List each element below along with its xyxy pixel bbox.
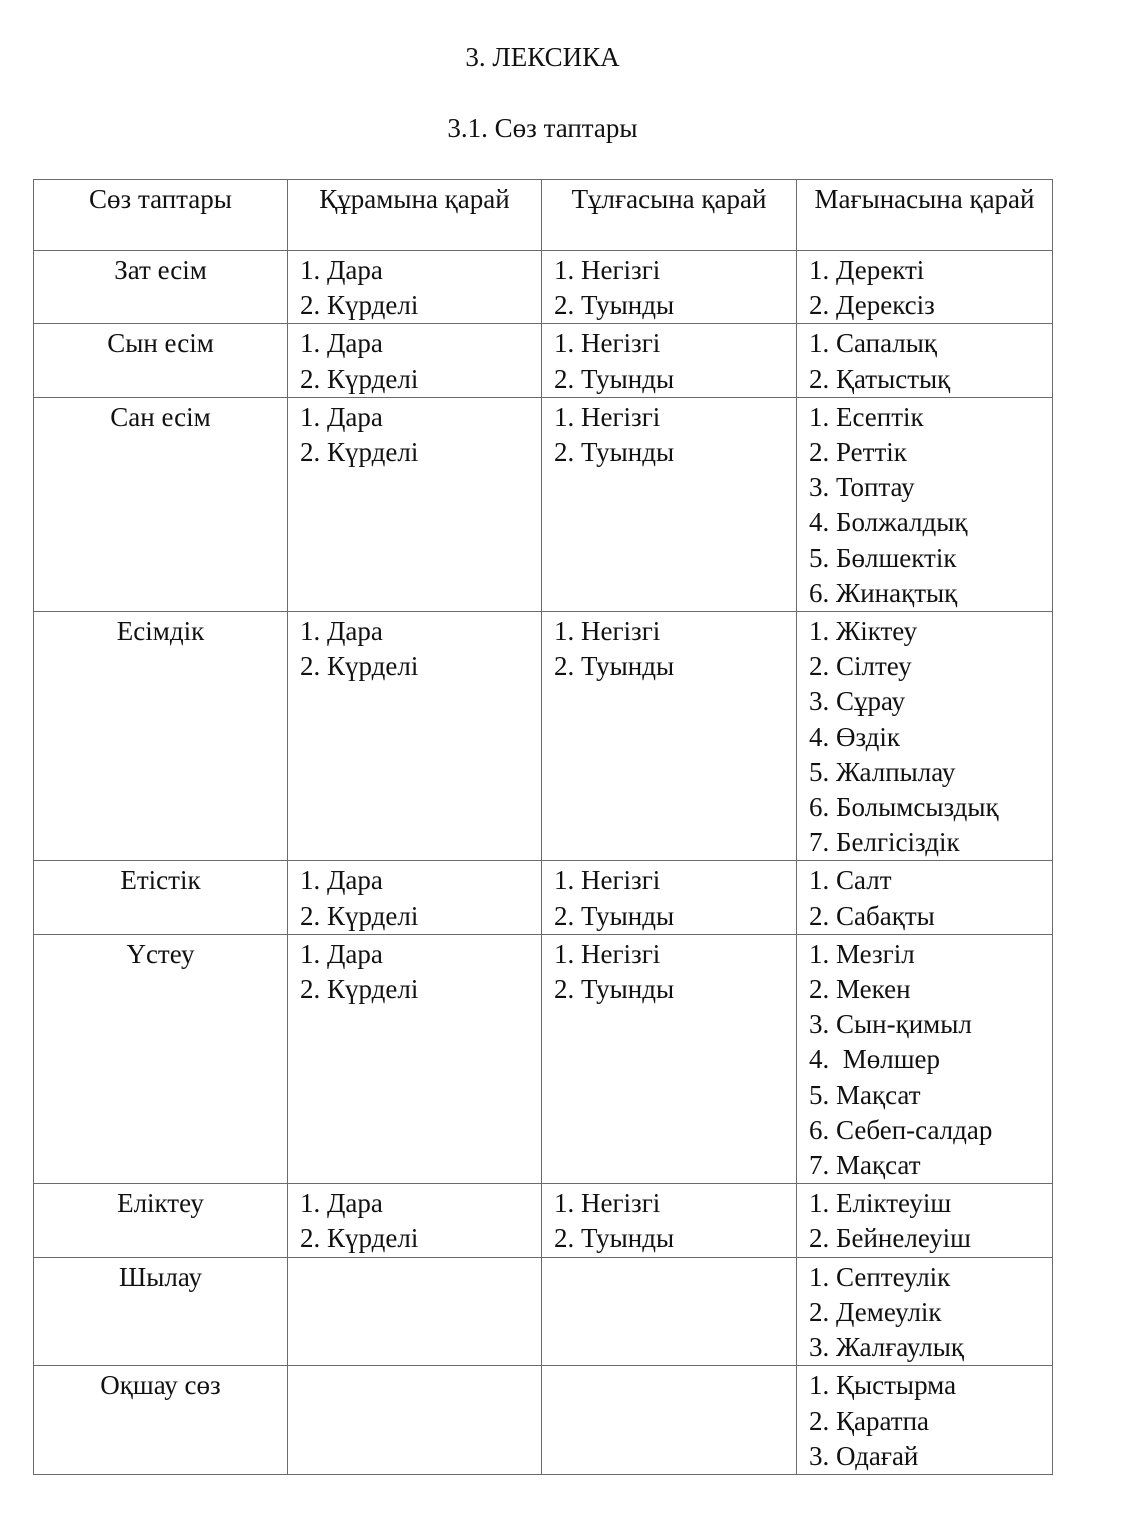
form-cell <box>542 324 797 397</box>
form-item: 2. Туынды <box>554 651 675 682</box>
composition-cell <box>288 612 542 861</box>
composition-cell <box>288 397 542 611</box>
part-of-speech-name: Зат есім <box>34 251 288 324</box>
header-by-composition: Құрамына қарай <box>288 180 542 251</box>
meaning-item: 2. Реттік <box>809 437 907 468</box>
table-row <box>34 324 1053 397</box>
meaning-cell <box>797 612 1053 861</box>
table-row <box>34 397 1053 611</box>
form-item: 1. Негізгі <box>554 865 661 896</box>
part-of-speech-name: Сын есім <box>34 324 288 397</box>
table-header <box>34 180 1053 251</box>
form-item: 1. Негізгі <box>554 328 661 359</box>
form-item: 2. Туынды <box>554 290 675 321</box>
meaning-cell <box>797 397 1053 611</box>
meaning-item: 2. Мекен <box>809 974 911 1005</box>
meaning-cell <box>797 324 1053 397</box>
composition-cell <box>288 251 542 324</box>
table-body <box>34 251 1053 1475</box>
meaning-item: 1. Жіктеу <box>809 616 918 647</box>
meaning-item: 2. Қатыстық <box>809 363 951 394</box>
form-item: 2. Туынды <box>554 974 675 1005</box>
composition-item: 2. Күрделі <box>300 974 419 1005</box>
meaning-item: 4. Өздік <box>809 721 901 752</box>
form-item: 1. Негізгі <box>554 255 661 285</box>
form-cell <box>542 612 797 861</box>
meaning-item: 5. Бөлшектік <box>809 542 957 573</box>
composition-cell <box>288 934 542 1183</box>
composition-item: 2. Күрделі <box>300 363 419 394</box>
part-of-speech-name: Шылау <box>34 1257 288 1366</box>
composition-item: 2. Күрделі <box>300 651 419 682</box>
part-of-speech-name: Оқшау сөз <box>34 1366 288 1475</box>
table-row <box>34 251 1053 324</box>
composition-item: 2. Күрделі <box>300 437 419 468</box>
meaning-item: 3. Топтау <box>809 472 915 503</box>
meaning-item: 2. Демеулік <box>809 1296 942 1327</box>
parts-of-speech-table <box>33 179 1053 1475</box>
meaning-item: 7. Белгісіздік <box>809 827 960 858</box>
meaning-item: 1. Еліктеуіш <box>809 1188 952 1219</box>
composition-cell <box>288 324 542 397</box>
form-item: 2. Туынды <box>554 900 675 931</box>
meaning-item: 1. Салт <box>809 865 892 896</box>
form-item: 2. Туынды <box>554 1223 675 1254</box>
composition-item: 1. Дара <box>300 401 383 432</box>
form-cell <box>542 861 797 934</box>
meaning-item: 4. Мөлшер <box>809 1044 941 1075</box>
header-by-form: Тұлғасына қарай <box>542 180 797 251</box>
meaning-item: 6. Себеп-салдар <box>809 1114 993 1145</box>
meaning-item: 3. Жалғаулық <box>809 1332 964 1363</box>
table-row <box>34 1184 1053 1257</box>
composition-cell <box>288 1366 542 1475</box>
part-of-speech-name: Етістік <box>34 861 288 934</box>
composition-item: 1. Дара <box>300 938 383 969</box>
composition-item: 1. Дара <box>300 865 383 896</box>
meaning-cell <box>797 1366 1053 1475</box>
meaning-cell <box>797 934 1053 1183</box>
header-row <box>34 180 1053 251</box>
composition-item: 2. Күрделі <box>300 900 419 931</box>
meaning-item: 2. Бейнелеуіш <box>809 1223 971 1254</box>
form-cell <box>542 934 797 1183</box>
form-item: 2. Туынды <box>554 437 675 468</box>
form-item: 2. Туынды <box>554 363 675 394</box>
composition-cell <box>288 1184 542 1257</box>
meaning-item: 1. Мезгіл <box>809 938 915 969</box>
meaning-cell <box>797 1257 1053 1366</box>
form-item: 1. Негізгі <box>554 938 661 969</box>
table-row <box>34 934 1053 1183</box>
meaning-item: 6. Болымсыздық <box>809 792 999 823</box>
composition-cell <box>288 861 542 934</box>
composition-item: 2. Күрделі <box>300 290 419 321</box>
form-cell <box>542 1257 797 1366</box>
form-cell <box>542 1366 797 1475</box>
meaning-item: 1. Сапалық <box>809 328 938 359</box>
form-item: 1. Негізгі <box>554 616 661 647</box>
header-by-meaning: Мағынасына қарай <box>797 180 1053 251</box>
form-item: 1. Негізгі <box>554 1188 661 1219</box>
table-row <box>34 1366 1053 1475</box>
meaning-item: 2. Сілтеу <box>809 651 912 682</box>
meaning-item: 5. Мақсат <box>809 1079 921 1110</box>
section-title: 3. ЛЕКСИКА <box>465 42 620 72</box>
composition-cell <box>288 1257 542 1366</box>
part-of-speech-name: Есімдік <box>34 612 288 861</box>
meaning-cell <box>797 1184 1053 1257</box>
meaning-item: 3. Сұрау <box>809 686 906 717</box>
meaning-item: 1. Септеулік <box>809 1261 951 1292</box>
table-row <box>34 1257 1053 1366</box>
meaning-item: 7. Мақсат <box>809 1150 921 1181</box>
meaning-item: 2. Қаратпа <box>809 1405 930 1436</box>
meaning-cell <box>797 251 1053 324</box>
header-parts-of-speech: Сөз таптары <box>34 180 288 251</box>
meaning-item: 1. Деректі <box>809 255 925 285</box>
meaning-item: 3. Одағай <box>809 1440 919 1471</box>
form-cell <box>542 397 797 611</box>
composition-item: 1. Дара <box>300 1188 383 1219</box>
composition-item: 1. Дара <box>300 255 383 285</box>
meaning-item: 4. Болжалдық <box>809 507 968 538</box>
composition-item: 1. Дара <box>300 328 383 359</box>
form-cell <box>542 251 797 324</box>
composition-item: 1. Дара <box>300 616 383 647</box>
meaning-item: 2. Дерексіз <box>809 290 935 321</box>
meaning-item: 6. Жинақтық <box>809 577 958 608</box>
meaning-item: 5. Жалпылау <box>809 756 956 787</box>
form-item: 1. Негізгі <box>554 401 661 432</box>
table-row <box>34 612 1053 861</box>
form-cell <box>542 1184 797 1257</box>
part-of-speech-name: Үстеу <box>34 934 288 1183</box>
meaning-item: 2. Сабақты <box>809 900 935 931</box>
composition-item: 2. Күрделі <box>300 1223 419 1254</box>
meaning-item: 1. Қыстырма <box>809 1370 957 1401</box>
meaning-item: 1. Есептік <box>809 401 924 432</box>
meaning-item: 3. Сын-қимыл <box>809 1009 972 1040</box>
part-of-speech-name: Сан есім <box>34 397 288 611</box>
meaning-cell <box>797 861 1053 934</box>
subsection-title: 3.1. Сөз таптары <box>447 113 638 143</box>
part-of-speech-name: Еліктеу <box>34 1184 288 1257</box>
table-row <box>34 861 1053 934</box>
